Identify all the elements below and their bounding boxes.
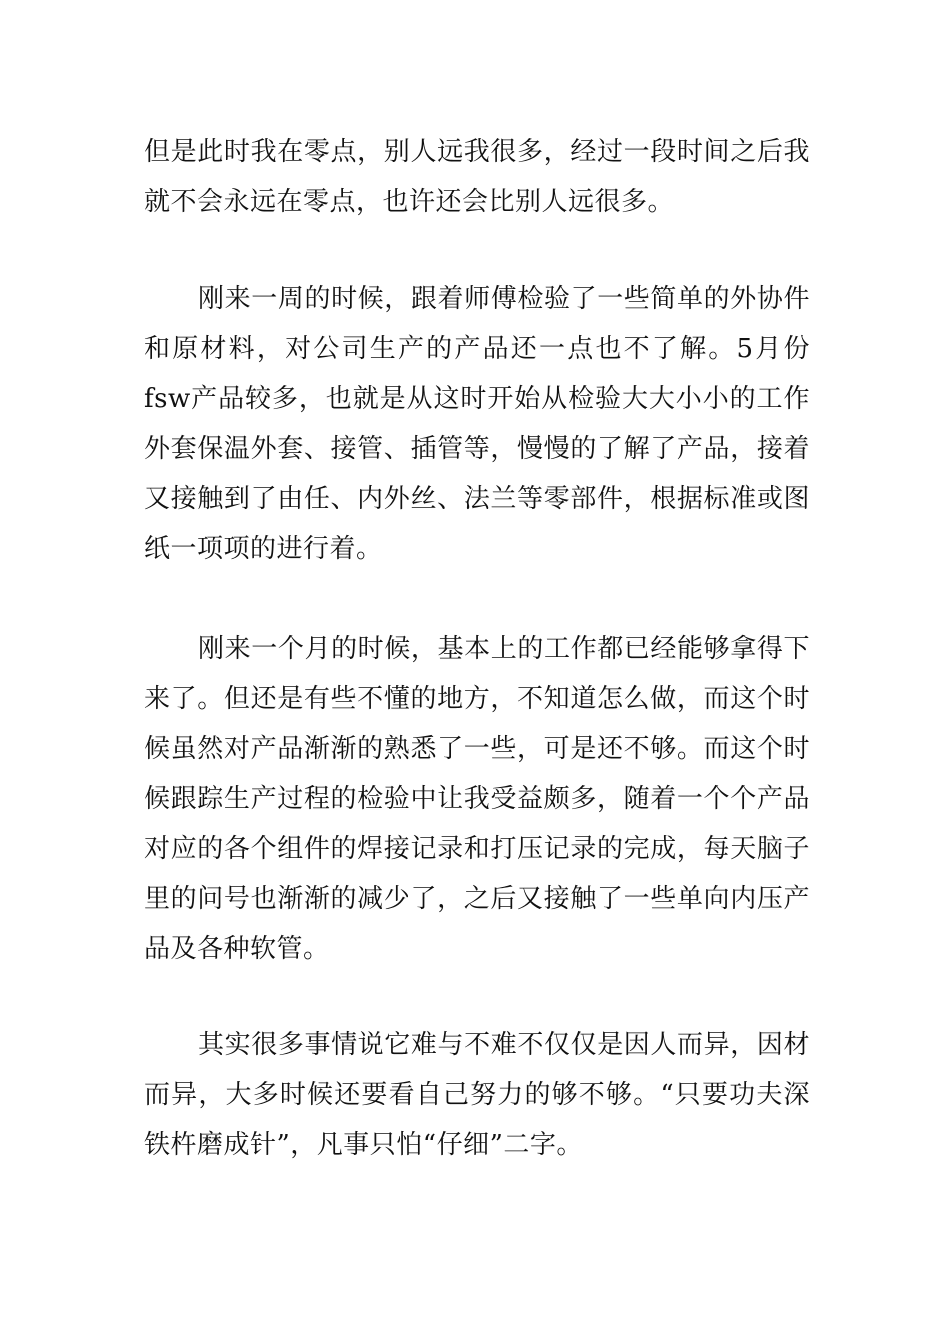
paragraph-reflection [144,1020,810,1170]
paragraph-first-month [144,624,810,974]
paragraph-continuation [144,127,810,227]
paragraph-text: 但是此时我在零点，别人远我很多，经过一段时间之后我就不会永远在零点，也许还会比别人远很多。 [144,137,810,217]
paragraph-text: 刚来一个月的时候，基本上的工作都已经能够拿得下来了。但还是有些不懂的地方，不知道怎么做，而这个时候虽然对产品渐渐的熟悉了一些，可是还不够。而这个时候跟踪生产过程的检验中让我受益颇多，随着一个个产品对应的各个组件的焊接记录和打压记录的完成，每天脑子里的问号也渐渐的减少了，之后又接触了一些单向内压产品及各种软管。 [144,634,810,964]
paragraph-text: 其实很多事情说它难与不难不仅仅是因人而异，因材而异，大多时候还要看自己努力的够不够。“只要功夫深铁杵磨成针”，凡事只怕“仔细”二字。 [144,1030,810,1160]
paragraph-text: 刚来一周的时候，跟着师傅检验了一些简单的外协件和原材料，对公司生产的产品还一点也不了解。5月份fsw产品较多，也就是从这时开始从检验大大小小的工作外套保温外套、接管、插管等，慢慢的了解了产品，接着又接触到了由任、内外丝、法兰等零部件，根据标准或图纸一项项的进行着。 [144,284,810,564]
paragraph-first-week [144,274,810,574]
